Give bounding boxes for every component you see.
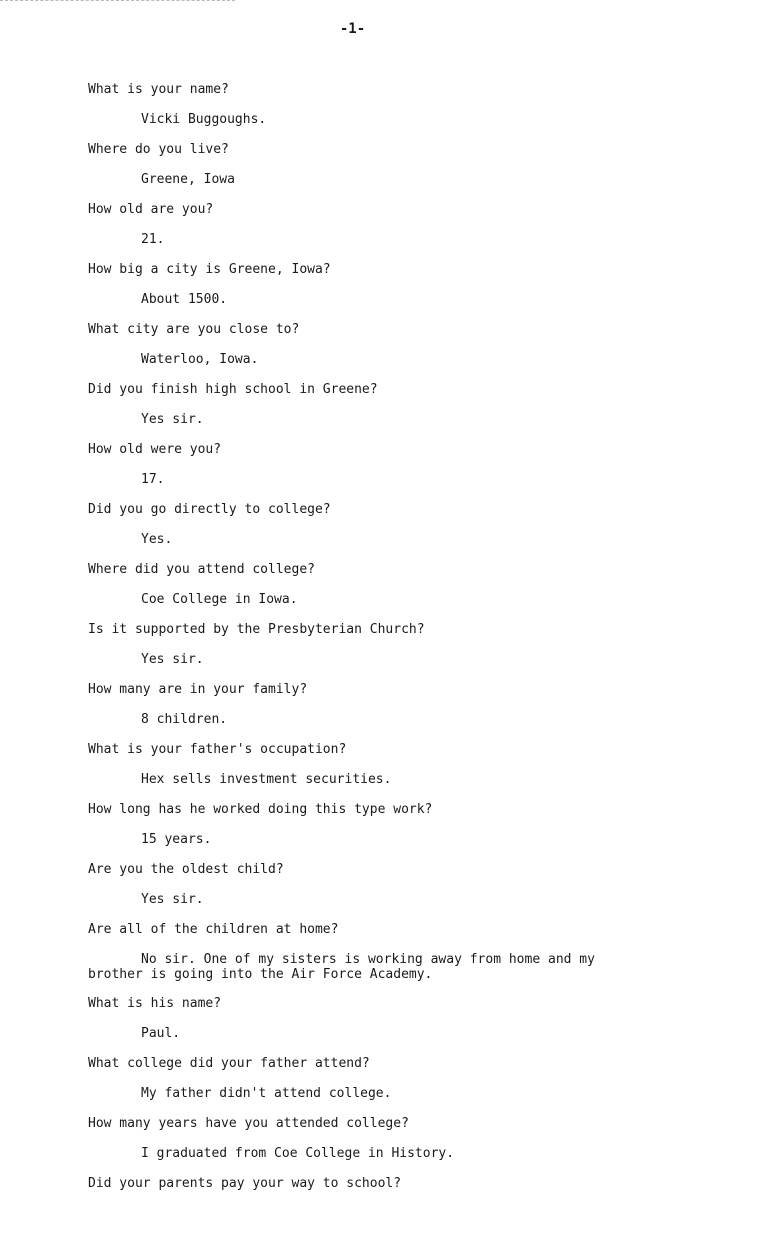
question: What is your name? bbox=[88, 82, 229, 97]
question: How many years have you attended college? bbox=[88, 1116, 409, 1131]
answer: I graduated from Coe College in History. bbox=[141, 1146, 455, 1161]
answer: My father didn't attend college. bbox=[141, 1086, 392, 1101]
question: Are you the oldest child? bbox=[88, 862, 284, 877]
question: Where do you live? bbox=[88, 142, 229, 157]
question: Are all of the children at home? bbox=[88, 922, 339, 937]
qa-pair bbox=[88, 562, 648, 622]
qa-pair bbox=[88, 1176, 648, 1236]
qa-pair bbox=[88, 682, 648, 742]
answer: About 1500. bbox=[141, 292, 228, 307]
question: How many are in your family? bbox=[88, 682, 308, 697]
answer: 8 children. bbox=[141, 712, 228, 727]
page-number: -1- bbox=[339, 21, 366, 37]
question: Did you go directly to college? bbox=[88, 502, 331, 517]
answer: 15 years. bbox=[141, 832, 212, 847]
question: What college did your father attend? bbox=[88, 1056, 370, 1071]
qa-pair bbox=[88, 82, 648, 142]
question: How old were you? bbox=[88, 442, 222, 457]
answer: Coe College in Iowa. bbox=[141, 592, 298, 607]
answer: Vicki Buggoughs. bbox=[141, 112, 267, 127]
answer: Yes. bbox=[141, 532, 173, 547]
question: What is his name? bbox=[88, 996, 222, 1011]
qa-pair bbox=[88, 742, 648, 802]
answer: Yes sir. bbox=[141, 892, 204, 907]
qa-pair bbox=[88, 202, 648, 262]
question: What city are you close to? bbox=[88, 322, 300, 337]
answer: Hex sells investment securities. bbox=[141, 772, 392, 787]
qa-pair bbox=[88, 502, 648, 562]
qa-pair bbox=[88, 1056, 648, 1116]
question: How old are you? bbox=[88, 202, 214, 217]
answer: Yes sir. bbox=[141, 412, 204, 427]
qa-pair bbox=[88, 382, 648, 442]
question: How big a city is Greene, Iowa? bbox=[88, 262, 331, 277]
answer: 17. bbox=[141, 472, 165, 487]
qa-pair bbox=[88, 1116, 648, 1176]
qa-pair bbox=[88, 996, 648, 1056]
qa-pair bbox=[88, 922, 648, 996]
question: What is your father's occupation? bbox=[88, 742, 347, 757]
question: Did you finish high school in Greene? bbox=[88, 382, 378, 397]
qa-pair bbox=[88, 322, 648, 382]
answer: Waterloo, Iowa. bbox=[141, 352, 259, 367]
qa-pair bbox=[88, 262, 648, 322]
answer: Greene, Iowa bbox=[141, 172, 235, 187]
answer: 21. bbox=[141, 232, 165, 247]
qa-pair bbox=[88, 622, 648, 682]
question: Did your parents pay your way to school? bbox=[88, 1176, 402, 1191]
question: How long has he worked doing this type work? bbox=[88, 802, 433, 817]
interview-transcript bbox=[88, 82, 648, 1236]
question: Is it supported by the Presbyterian Church? bbox=[88, 622, 425, 637]
qa-pair bbox=[88, 142, 648, 202]
qa-pair bbox=[88, 442, 648, 502]
top-scan-edge bbox=[0, 0, 235, 1]
question: Where did you attend college? bbox=[88, 562, 315, 577]
qa-pair bbox=[88, 802, 648, 862]
answer: Paul. bbox=[141, 1026, 181, 1041]
qa-pair bbox=[88, 862, 648, 922]
answer: No sir. One of my sisters is working away from home and my brother is going into the Air Force Academy. bbox=[88, 952, 595, 982]
answer: Yes sir. bbox=[141, 652, 204, 667]
